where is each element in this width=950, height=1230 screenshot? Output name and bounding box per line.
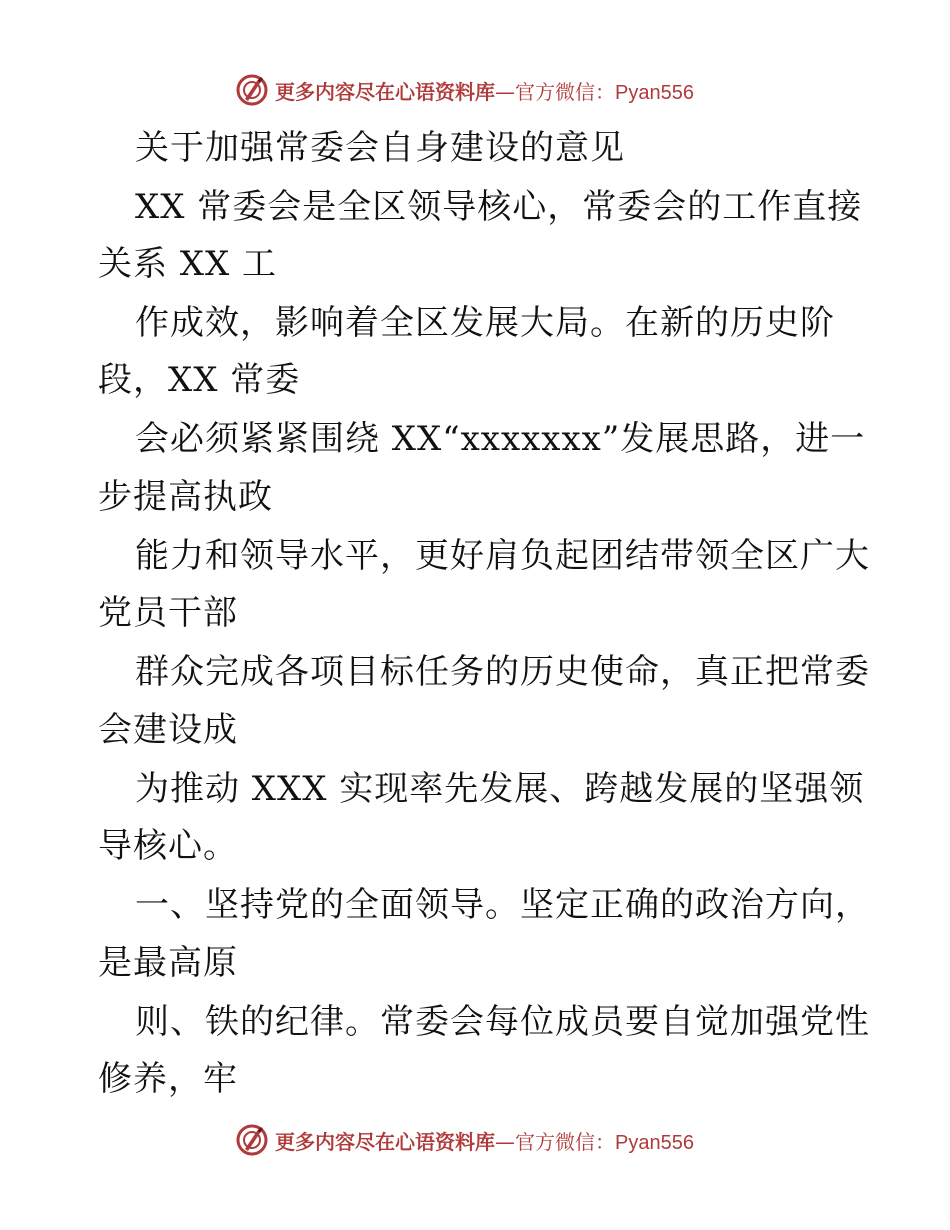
header-banner: [235, 70, 735, 110]
text-line: 是最高原: [98, 943, 238, 983]
banner-wechat-id: Pyan556: [615, 81, 694, 104]
text-line: 会必须紧紧围绕 XX“xxxxxxx”发展思路，进一: [135, 419, 866, 459]
text-line: 为推动 XXX 实现率先发展、跨越发展的坚强领: [135, 769, 865, 809]
banner-main-text: 更多内容尽在心语资料库: [275, 79, 495, 104]
banner-wechat-id: Pyan556: [615, 1131, 694, 1154]
footer-banner: [235, 1120, 735, 1160]
text-line: 一、坚持党的全面领导。坚定正确的政治方向，: [135, 885, 870, 925]
text-line: 段，XX 常委: [98, 360, 301, 400]
text-line: 则、铁的纪律。常委会每位成员要自觉加强党性: [135, 1002, 870, 1042]
text-line: 修养，牢: [98, 1059, 238, 1099]
doc-title: 关于加强常委会自身建设的意见: [135, 128, 625, 168]
banner-dash: —: [495, 1129, 515, 1154]
text-line: XX 常委会是全区领导核心，常委会的工作直接: [135, 187, 863, 227]
banner-wechat-label: 官方微信：: [515, 79, 615, 104]
logo-icon: [235, 1123, 269, 1157]
header-banner-text: [275, 76, 694, 105]
text-line: 党员干部: [98, 593, 238, 633]
text-line: 步提高执政: [98, 477, 273, 517]
text-line: 作成效，影响着全区发展大局。在新的历史阶: [135, 303, 835, 343]
text-line: 关系 XX 工: [98, 244, 278, 284]
text-line: 群众完成各项目标任务的历史使命，真正把常委: [135, 652, 870, 692]
text-line: 能力和领导水平，更好肩负起团结带领全区广大: [135, 536, 870, 576]
text-line: 会建设成: [98, 710, 238, 750]
text-line: 导核心。: [98, 826, 238, 866]
footer-banner-text: [275, 1126, 694, 1155]
banner-dash: —: [495, 79, 515, 104]
banner-main-text: 更多内容尽在心语资料库: [275, 1129, 495, 1154]
logo-icon: [235, 73, 269, 107]
banner-wechat-label: 官方微信：: [515, 1129, 615, 1154]
